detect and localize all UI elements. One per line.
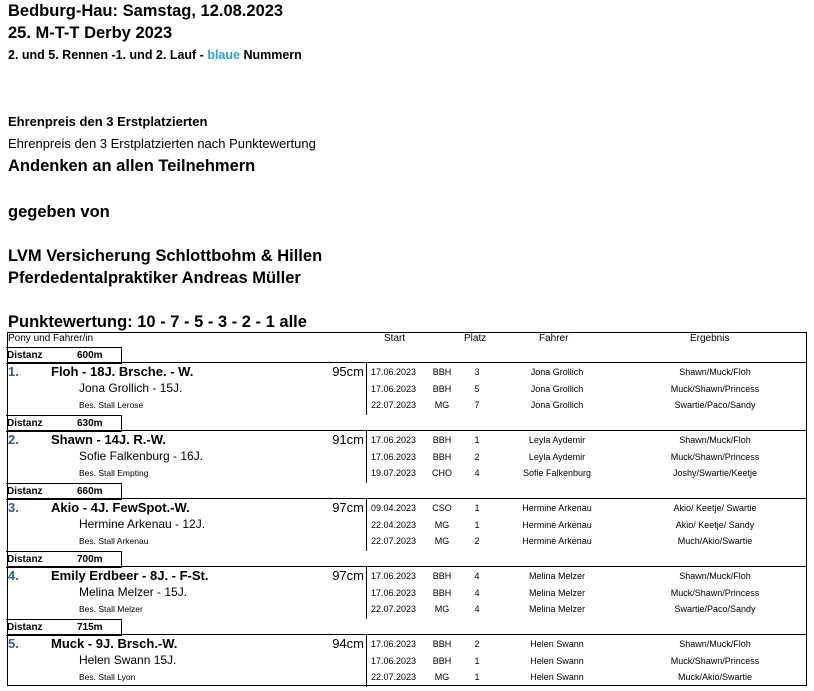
subtitle-blue: blaue — [207, 48, 240, 62]
result-location: CSO — [432, 503, 452, 513]
result-fahrer: Sofie Falkenburg — [522, 468, 592, 478]
result-ergebnis: Shawn/Muck/Floh — [679, 571, 751, 581]
punktewertung: Punktewertung: 10 - 7 - 5 - 3 - 2 - 1 alle — [8, 313, 307, 331]
col-header-start: Start — [384, 333, 406, 344]
result-fahrer: Helen Swann — [530, 656, 584, 666]
rider-name: Helen Swann 15J. — [79, 653, 177, 667]
distanz-value: 600m — [77, 350, 103, 361]
table-top-border — [7, 332, 807, 333]
result-ergebnis: Swartie/Paco/Sandy — [674, 604, 756, 614]
result-location: BBH — [432, 367, 452, 377]
entry-number: 3. — [8, 500, 19, 515]
result-ergebnis: Shawn/Muck/Floh — [679, 435, 751, 445]
result-location: BBH — [432, 384, 452, 394]
column-divider — [366, 362, 367, 415]
row-separator — [7, 430, 807, 431]
result-fahrer: Melina Melzer — [528, 588, 586, 598]
stall-name: Bes. Stall Empting — [79, 468, 149, 478]
result-fahrer: Jona Grollich — [530, 384, 584, 394]
result-ergebnis: Muck/Shawn/Princess — [670, 384, 760, 394]
result-location: BBH — [432, 571, 452, 581]
distanz-label: Distanz — [7, 350, 43, 361]
result-date: 22.07.2023 — [371, 672, 417, 682]
col-header-pony: Pony und Fahrer/in — [8, 333, 94, 344]
result-fahrer: Helen Swann — [530, 672, 584, 682]
result-ergebnis: Joshy/Swartie/Keetje — [672, 468, 758, 478]
result-platz: 3 — [474, 367, 480, 377]
subtitle-post: Nummern — [239, 48, 302, 62]
result-ergebnis: Muck/Shawn/Princess — [670, 452, 760, 462]
stall-name: Bes. Stall Arkenau — [79, 536, 149, 546]
pony-name: Emily Erdbeer - 8J. - F-St. — [51, 568, 209, 583]
result-date: 17.06.2023 — [371, 452, 417, 462]
gegeben-text: gegeben von — [8, 203, 110, 221]
result-ergebnis: Much/Akio/Swartie — [677, 536, 753, 546]
rider-name: Hermine Arkenau - 12J. — [79, 517, 206, 531]
distanz-value: 715m — [77, 622, 103, 633]
row-separator — [7, 566, 807, 567]
result-ergebnis: Shawn/Muck/Floh — [679, 639, 751, 649]
result-date: 17.06.2023 — [371, 571, 417, 581]
column-divider — [366, 634, 367, 687]
result-date: 17.06.2023 — [371, 367, 417, 377]
result-platz: 2 — [474, 536, 480, 546]
result-fahrer: Hermine Arkenau — [522, 503, 592, 513]
stall-name: Bes. Stall Lyon — [79, 672, 136, 682]
rider-name: Sofie Falkenburg - 16J. — [79, 449, 204, 463]
result-ergebnis: Akio/ Keetje/ Sandy — [675, 520, 755, 530]
distanz-value: 660m — [77, 486, 103, 497]
derby-title: 25. M-T-T Derby 2023 — [8, 24, 173, 42]
pony-height: 97cm — [332, 568, 364, 583]
prize-detail: Ehrenpreis den 3 Erstplatzierten nach Punktewertung — [8, 136, 316, 151]
col-header-platz: Platz — [464, 333, 487, 344]
result-platz: 2 — [474, 452, 480, 462]
distanz-value: 630m — [77, 418, 103, 429]
result-fahrer: Melina Melzer — [528, 604, 586, 614]
result-platz: 2 — [474, 639, 480, 649]
result-location: MG — [434, 672, 450, 682]
result-ergebnis: Shawn/Muck/Floh — [679, 367, 751, 377]
result-platz: 4 — [474, 588, 480, 598]
entry-number: 4. — [8, 568, 19, 583]
result-date: 22.07.2023 — [371, 400, 417, 410]
pony-name: Akio - 4J. FewSpot.-W. — [51, 500, 190, 515]
result-platz: 7 — [474, 400, 480, 410]
row-separator — [7, 634, 807, 635]
result-fahrer: Hermine Arkenau — [522, 536, 592, 546]
result-platz: 1 — [474, 672, 480, 682]
entry-number: 1. — [8, 364, 19, 379]
sponsor-2: Pferdedentalpraktiker Andreas Müller — [8, 269, 301, 287]
distanz-label: Distanz — [7, 486, 43, 497]
result-date: 17.06.2023 — [371, 435, 417, 445]
prize-title: Ehrenpreis den 3 Erstplatzierten — [8, 114, 208, 129]
result-location: BBH — [432, 452, 452, 462]
column-divider — [366, 430, 367, 483]
entry-number: 2. — [8, 432, 19, 447]
pony-height: 95cm — [332, 364, 364, 379]
result-fahrer: Leyla Aydemir — [528, 435, 586, 445]
race-subtitle — [8, 48, 302, 62]
result-platz: 1 — [474, 503, 480, 513]
distanz-label: Distanz — [7, 554, 43, 565]
distanz-value: 700m — [77, 554, 103, 565]
result-location: BBH — [432, 656, 452, 666]
result-ergebnis: Muck/Akio/Swartie — [677, 672, 753, 682]
result-location: MG — [434, 520, 450, 530]
table-bottom-border — [7, 685, 807, 686]
result-platz: 1 — [474, 520, 480, 530]
result-fahrer: Helen Swann — [530, 639, 584, 649]
result-fahrer: Leyla Aydemir — [528, 452, 586, 462]
result-platz: 4 — [474, 604, 480, 614]
row-separator — [7, 498, 807, 499]
result-fahrer: Melina Melzer — [528, 571, 586, 581]
result-location: BBH — [432, 639, 452, 649]
result-date: 22.07.2023 — [371, 536, 417, 546]
stall-name: Bes. Stall Melzer — [79, 604, 143, 614]
result-ergebnis: Swartie/Paco/Sandy — [674, 400, 756, 410]
result-fahrer: Hermine Arkenau — [522, 520, 592, 530]
entry-number: 5. — [8, 636, 19, 651]
pony-name: Muck - 9J. Brsch.-W. — [51, 636, 178, 651]
result-location: MG — [434, 536, 450, 546]
event-title: Bedburg-Hau: Samstag, 12.08.2023 — [8, 2, 284, 20]
result-ergebnis: Muck/Shawn/Princess — [670, 656, 760, 666]
result-date: 22.07.2023 — [371, 604, 417, 614]
col-header-fahrer: Fahrer — [539, 333, 569, 344]
pony-name: Floh - 18J. Brsche. - W. — [51, 364, 194, 379]
result-platz: 4 — [474, 571, 480, 581]
result-platz: 5 — [474, 384, 480, 394]
result-platz: 1 — [474, 656, 480, 666]
pony-name: Shawn - 14J. R.-W. — [51, 432, 166, 447]
result-ergebnis: Akio/ Keetje/ Swartie — [673, 503, 757, 513]
results-table — [7, 332, 807, 686]
sponsor-1: LVM Versicherung Schlottbohm & Hillen — [8, 247, 323, 265]
result-date: 09.04.2023 — [371, 503, 417, 513]
subtitle-pre: 2. und 5. Rennen -1. und 2. Lauf - — [8, 48, 208, 62]
result-date: 17.06.2023 — [371, 384, 417, 394]
result-date: 22.04.2023 — [371, 520, 417, 530]
column-divider — [366, 566, 367, 619]
table-right-border — [806, 332, 807, 686]
rider-name: Melina Melzer - 15J. — [79, 585, 188, 599]
result-date: 17.06.2023 — [371, 639, 417, 649]
result-ergebnis: Muck/Shawn/Princess — [670, 588, 760, 598]
result-platz: 1 — [474, 435, 480, 445]
result-date: 17.06.2023 — [371, 588, 417, 598]
row-separator — [7, 362, 807, 363]
stall-name: Bes. Stall Lerose — [79, 400, 144, 410]
result-location: BBH — [432, 435, 452, 445]
distanz-label: Distanz — [7, 418, 43, 429]
distanz-label: Distanz — [7, 622, 43, 633]
result-platz: 4 — [474, 468, 480, 478]
result-fahrer: Jona Grollich — [530, 367, 584, 377]
pony-height: 94cm — [332, 636, 364, 651]
result-date: 19.07.2023 — [371, 468, 417, 478]
rider-name: Jona Grollich - 15J. — [79, 381, 183, 395]
pony-height: 91cm — [332, 432, 364, 447]
pony-height: 97cm — [332, 500, 364, 515]
result-location: CHO — [432, 468, 452, 478]
result-fahrer: Jona Grollich — [530, 400, 584, 410]
result-date: 17.06.2023 — [371, 656, 417, 666]
column-divider — [366, 498, 367, 551]
result-location: MG — [434, 604, 450, 614]
result-location: BBH — [432, 588, 452, 598]
result-location: MG — [434, 400, 450, 410]
andenken-text: Andenken an allen Teilnehmern — [8, 157, 256, 175]
col-header-ergebnis: Ergebnis — [690, 333, 730, 344]
